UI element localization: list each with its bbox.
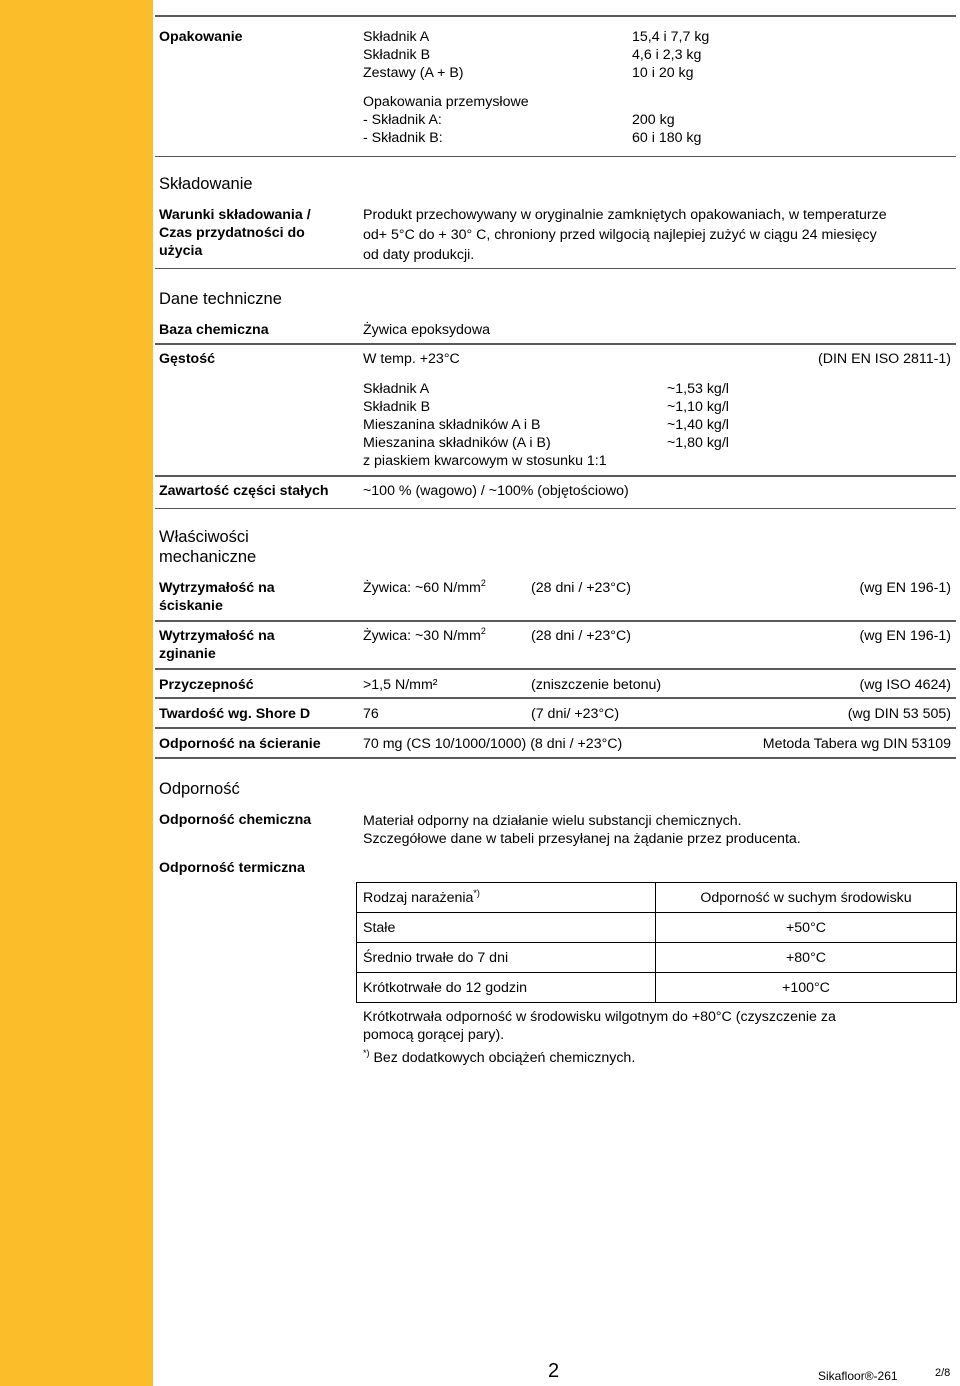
table-row [357, 913, 957, 943]
chemical-resistance-text: Szczegółowe dane w tabeli przesyłanej na żądanie przez producenta. [363, 831, 801, 847]
divider [155, 343, 956, 345]
density-value: ~1,53 kg/l [667, 381, 729, 397]
density-value: ~1,80 kg/l [667, 435, 729, 451]
industrial-value: 60 i 180 kg [632, 130, 702, 146]
divider [155, 727, 956, 729]
thermal-resistance-label: Odporność termiczna [159, 860, 305, 876]
table-cell: +100°C [656, 973, 957, 1003]
density-condition: W temp. +23°C [363, 351, 460, 367]
table-row [357, 943, 957, 973]
technical-heading: Dane techniczne [159, 290, 282, 308]
packaging-heading: Opakowanie [159, 29, 243, 45]
divider [155, 620, 956, 622]
compressive-standard: (wg EN 196-1) [859, 580, 951, 596]
superscript: 2 [480, 626, 486, 636]
chemical-base-value: Żywica epoksydowa [363, 322, 490, 338]
storage-text: od+ 5°C do + 30° C, chroniony przed wilgocią najlepiej zużyć w ciągu 24 miesięcy [363, 227, 877, 243]
packaging-value: 4,6 i 2,3 kg [632, 47, 702, 63]
table-cell: Krótkotrwałe do 12 godzin [357, 973, 656, 1003]
industrial-packaging-title: Opakowania przemysłowe [363, 94, 529, 110]
table-row [357, 973, 957, 1003]
chemical-resistance-text: Materiał odporny na działanie wielu substancji chemicznych. [363, 813, 742, 829]
storage-label: Czas przydatności do [159, 225, 305, 241]
packaging-value: 15,4 i 7,7 kg [632, 29, 710, 45]
flexural-standard: (wg EN 196-1) [859, 628, 951, 644]
density-value: ~1,10 kg/l [667, 399, 729, 415]
table-cell: +50°C [656, 913, 957, 943]
industrial-value: 200 kg [632, 112, 675, 128]
divider [155, 268, 956, 269]
mechanical-heading: Właściwości [159, 528, 249, 546]
density-label: Gęstość [159, 351, 215, 367]
packaging-value: 10 i 20 kg [632, 65, 694, 81]
divider [155, 156, 956, 157]
storage-label: użycia [159, 243, 203, 259]
hardness-value: 76 [363, 706, 379, 722]
compressive-condition: (28 dni / +23°C) [531, 580, 631, 596]
divider [155, 697, 956, 699]
divider [155, 668, 956, 670]
adhesion-standard: (wg ISO 4624) [859, 677, 951, 693]
abrasion-label: Odporność na ścieranie [159, 736, 321, 752]
adhesion-label: Przyczepność [159, 677, 254, 693]
density-item: Mieszanina składników A i B [363, 417, 541, 433]
solids-label: Zawartość części stałych [159, 483, 329, 499]
storage-text: od daty produkcji. [363, 247, 475, 263]
resistance-heading: Odporność [159, 780, 240, 798]
packaging-item: Składnik B [363, 47, 431, 63]
thermal-resistance-table [356, 882, 957, 1003]
chemical-resistance-label: Odporność chemiczna [159, 812, 312, 828]
storage-heading: Składowanie [159, 175, 253, 193]
abrasion-value: 70 mg (CS 10/1000/1000) (8 dni / +23°C) [363, 736, 623, 752]
storage-label: Warunki składowania / [159, 207, 311, 223]
table-header-cell: Rodzaj narażenia*) [357, 883, 656, 913]
table-cell: Średnio trwałe do 7 dni [357, 943, 656, 973]
table-cell: Stałe [357, 913, 656, 943]
footnote: *) Bez dodatkowych obciążeń chemicznych. [363, 1048, 636, 1066]
density-item: Składnik B [363, 399, 431, 415]
hardness-condition: (7 dni/ +23°C) [531, 706, 620, 722]
divider [155, 475, 956, 477]
flexural-label: zginanie [159, 646, 216, 662]
density-value: ~1,40 kg/l [667, 417, 729, 433]
product-name: Sikafloor®-261 [818, 1369, 898, 1383]
abrasion-standard: Metoda Tabera wg DIN 53109 [762, 736, 951, 752]
storage-text: Produkt przechowywany w oryginalnie zamkniętych opakowaniach, w temperaturze [363, 207, 887, 223]
compressive-value: Żywica: ~60 $N/mm^2$ [363, 578, 486, 596]
density-item: z piaskiem kwarcowym w stosunku 1:1 [363, 453, 607, 469]
mechanical-heading: mechaniczne [159, 548, 257, 566]
flexural-label: Wytrzymałość na [159, 628, 275, 644]
compressive-label: ściskanie [159, 598, 223, 614]
sidebar-accent-bar [0, 0, 153, 1386]
density-item: Składnik A [363, 381, 430, 397]
industrial-item: - Składnik A: [363, 112, 442, 128]
page-of: 2/8 [935, 1367, 951, 1379]
packaging-item: Składnik A [363, 29, 430, 45]
top-divider [155, 15, 956, 17]
divider [155, 508, 956, 509]
resistance-note: Krótkotrwała odporność w środowisku wilgotnym do +80°C (czyszczenie za [363, 1009, 836, 1025]
table-header-cell: Odporność w suchym środowisku [656, 883, 957, 913]
compressive-label: Wytrzymałość na [159, 580, 275, 596]
footnote-ref: *) [473, 887, 480, 898]
table-header-row [357, 883, 957, 913]
hardness-label: Twardość wg. Shore D [159, 706, 311, 722]
density-item: Mieszanina składników (A i B) [363, 435, 551, 451]
flexural-condition: (28 dni / +23°C) [531, 628, 631, 644]
flexural-value: Żywica: ~30 $N/mm^2$ [363, 626, 486, 644]
superscript: 2 [480, 578, 486, 588]
industrial-item: - Składnik B: [363, 130, 443, 146]
table-cell: +80°C [656, 943, 957, 973]
divider [155, 757, 956, 759]
page-number: 2 [548, 1360, 560, 1382]
solids-value: ~100 % (wagowo) / ~100% (objętościowo) [363, 483, 629, 499]
footnote-mark: *) [363, 1048, 370, 1058]
adhesion-condition: (zniszczenie betonu) [531, 677, 662, 693]
adhesion-value: >1,5 N/mm² [363, 677, 438, 693]
hardness-standard: (wg DIN 53 505) [847, 706, 951, 722]
packaging-item: Zestawy (A + B) [363, 65, 464, 81]
resistance-note: pomocą gorącej pary). [363, 1027, 505, 1043]
chemical-base-label: Baza chemiczna [159, 322, 269, 338]
density-standard: (DIN EN ISO 2811-1) [818, 351, 951, 367]
